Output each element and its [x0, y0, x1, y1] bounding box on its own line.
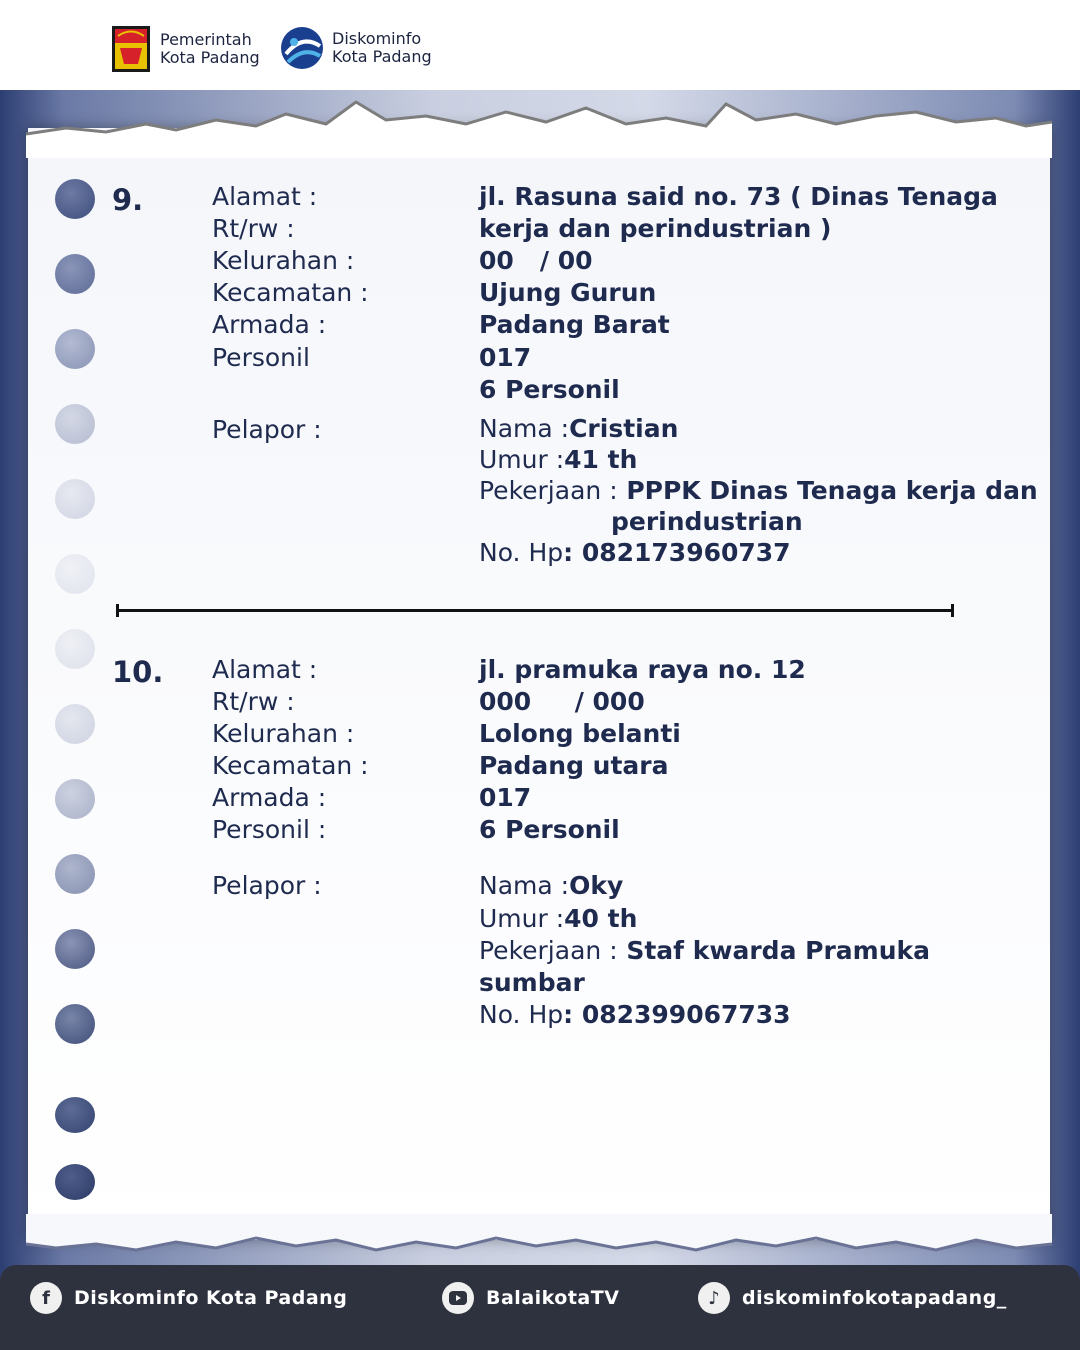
hp-value: : 082173960737	[563, 538, 791, 567]
umur-label: Umur :	[479, 445, 565, 474]
binder-hole	[55, 854, 95, 894]
tiktok-link[interactable]	[698, 1281, 1007, 1315]
umur-value: 40 th	[564, 904, 638, 933]
label-rtrw: Rt/rw :	[212, 214, 295, 243]
pelapor-hp	[479, 538, 791, 567]
binder-hole	[55, 779, 95, 819]
nama-label: Nama :	[479, 871, 570, 900]
binder-hole	[55, 254, 95, 294]
label-kecamatan: Kecamatan :	[212, 751, 369, 780]
entry-number: 10.	[112, 655, 164, 689]
nama-value: Cristian	[569, 414, 679, 443]
label-armada: Armada :	[212, 310, 327, 339]
tiktok-icon: ♪	[698, 1282, 730, 1314]
value-alamat: jl. Rasuna said no. 73 ( Dinas Tenaga	[479, 182, 998, 211]
value-alamat: jl. pramuka raya no. 12	[479, 655, 806, 684]
value-kelurahan: Lolong belanti	[479, 719, 681, 748]
umur-value: 41 th	[564, 445, 638, 474]
entry-number: 9.	[112, 183, 144, 217]
torn-edge-top	[26, 94, 1052, 158]
hp-value: : 082399067733	[563, 1000, 791, 1029]
value-rtrw: 00 / 00	[479, 246, 593, 275]
pelapor-nama	[479, 414, 678, 443]
pemkot-line2: Kota Padang	[160, 48, 260, 67]
binder-hole	[55, 554, 95, 594]
header-bar	[0, 0, 1080, 90]
value-rtrw: 000 / 000	[479, 687, 645, 716]
pelapor-pekerjaan	[479, 476, 1038, 505]
pekerjaan-value: Staf kwarda Pramuka	[626, 936, 931, 965]
label-pelapor: Pelapor :	[212, 415, 322, 444]
pemkot-line1: Pemerintah	[160, 30, 252, 49]
pelapor-umur	[479, 904, 637, 933]
label-armada: Armada :	[212, 783, 327, 812]
binder-hole	[55, 404, 95, 444]
pekerjaan-value-cont: perindustrian	[611, 507, 803, 536]
label-kelurahan: Kelurahan :	[212, 246, 355, 275]
pekerjaan-label: Pekerjaan :	[479, 936, 618, 965]
label-kecamatan: Kecamatan :	[212, 278, 369, 307]
pemkot-logo-text	[160, 31, 260, 67]
diskominfo-logo-icon	[280, 24, 324, 72]
value-kecamatan: Padang Barat	[479, 310, 670, 339]
binder-hole	[55, 629, 95, 669]
pelapor-umur	[479, 445, 637, 474]
label-personil: Personil	[212, 343, 310, 372]
binder-hole	[55, 179, 95, 219]
value-personil: 6 Personil	[479, 815, 620, 844]
binder-hole	[55, 479, 95, 519]
facebook-icon: f	[30, 1282, 62, 1314]
tiktok-handle: diskominfokotapadang_	[742, 1287, 1007, 1309]
value-kelurahan: Ujung Gurun	[479, 278, 657, 307]
city-crest-icon	[110, 24, 152, 74]
binder-hole	[55, 1004, 95, 1044]
label-alamat: Alamat :	[212, 655, 318, 684]
value-armada: 017	[479, 343, 532, 372]
facebook-handle: Diskominfo Kota Padang	[74, 1287, 348, 1309]
youtube-icon	[442, 1282, 474, 1314]
nama-label: Nama :	[479, 414, 570, 443]
hp-label: No. Hp	[479, 538, 564, 567]
label-rtrw: Rt/rw :	[212, 687, 295, 716]
hp-label: No. Hp	[479, 1000, 564, 1029]
diskominfo-logo-text	[332, 30, 432, 66]
pekerjaan-value-cont: sumbar	[479, 968, 585, 997]
pelapor-nama	[479, 871, 623, 900]
nama-value: Oky	[569, 871, 624, 900]
value-kecamatan: Padang utara	[479, 751, 669, 780]
pekerjaan-label: Pekerjaan :	[479, 476, 618, 505]
torn-edge-bottom	[26, 1214, 1052, 1264]
label-personil: Personil :	[212, 815, 327, 844]
binder-hole	[55, 1097, 95, 1133]
entry-divider	[116, 609, 954, 612]
binder-hole	[55, 329, 95, 369]
youtube-link[interactable]	[442, 1281, 619, 1315]
pemkot-logo-group	[110, 24, 260, 74]
label-kelurahan: Kelurahan :	[212, 719, 355, 748]
umur-label: Umur :	[479, 904, 565, 933]
label-alamat: Alamat :	[212, 182, 318, 211]
youtube-handle: BalaikotaTV	[486, 1287, 620, 1309]
binder-hole	[55, 929, 95, 969]
diskominfo-logo-group	[280, 24, 432, 72]
diskominfo-line1: Diskominfo	[332, 29, 422, 48]
value-armada: 017	[479, 783, 532, 812]
label-pelapor: Pelapor :	[212, 871, 322, 900]
diskominfo-line2: Kota Padang	[332, 47, 432, 66]
pelapor-hp	[479, 1000, 791, 1029]
pekerjaan-value: PPPK Dinas Tenaga kerja dan	[626, 476, 1038, 505]
binder-hole	[55, 704, 95, 744]
social-footer	[0, 1265, 1080, 1350]
binder-hole	[55, 1164, 95, 1200]
facebook-link[interactable]	[30, 1281, 347, 1315]
value-alamat-cont: kerja dan perindustrian )	[479, 214, 832, 243]
pelapor-pekerjaan	[479, 936, 930, 965]
value-personil: 6 Personil	[479, 375, 620, 404]
